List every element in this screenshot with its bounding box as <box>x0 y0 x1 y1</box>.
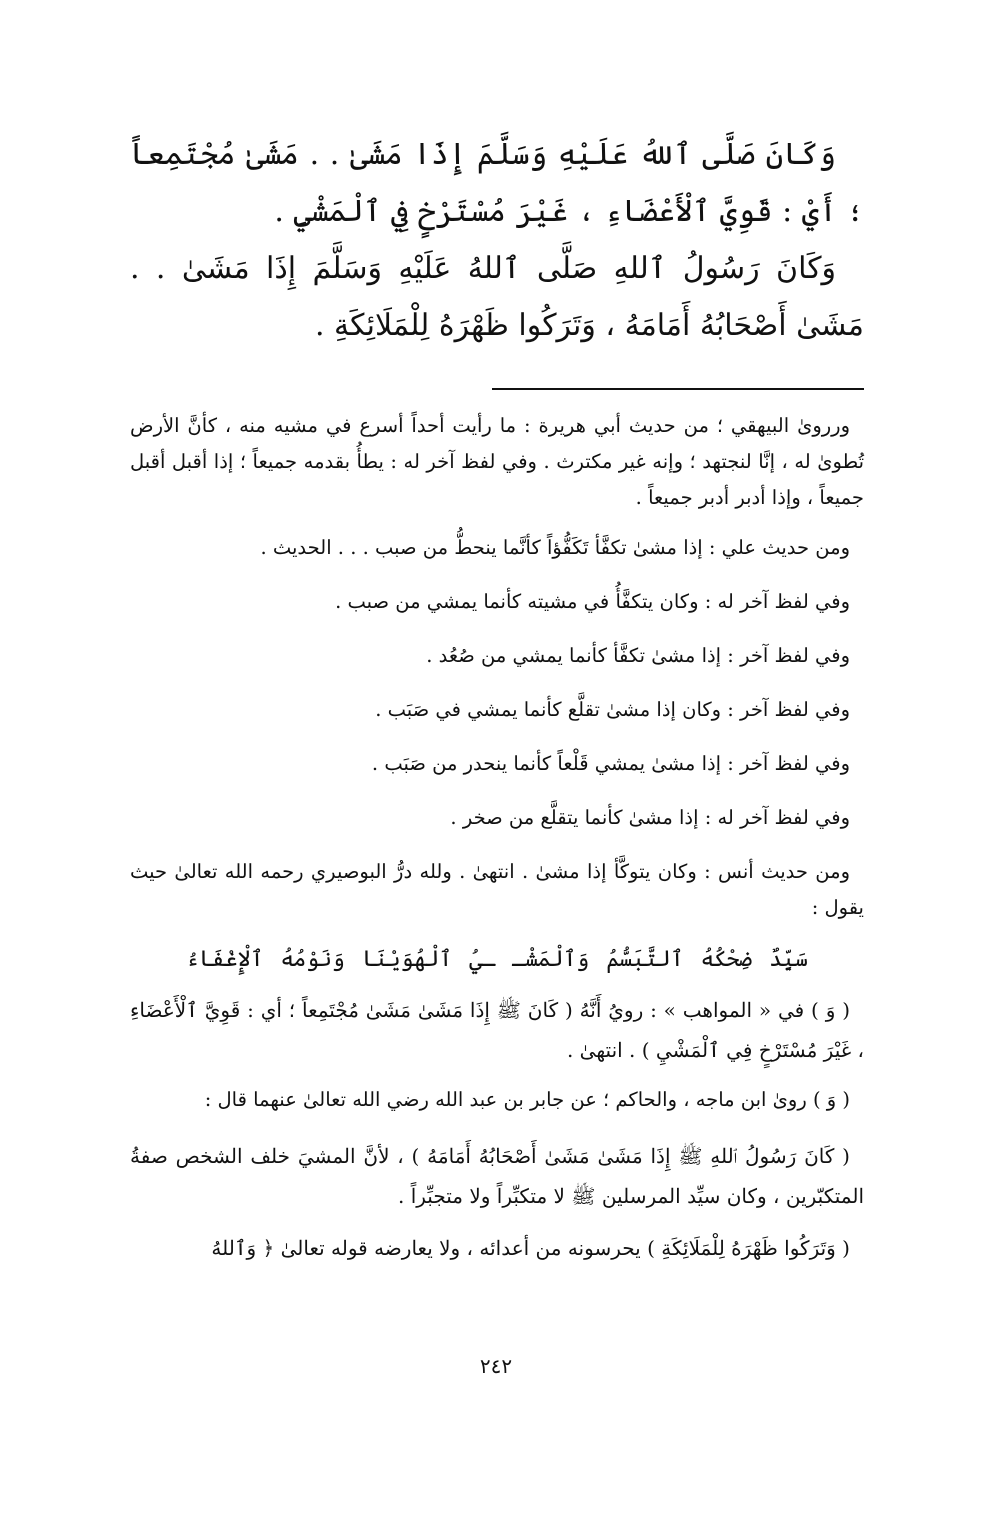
note-mawahib: ( وَ ) في « المواهب » : رويُ أَنَّهُ ( كَانَ ﷺ إِذَا مَشَىٰ مَشَىٰ مُجْتَمِعاً ؛ أي : قَوِيَّ ٱلْأَعْضَاءِ ، غَيْرَ مُسْتَرْخٍ فِي ٱلْمَشْيِ ) . انتهىٰ . <box>130 998 864 1062</box>
footnote-divider <box>492 388 864 390</box>
note-variant-4: وفي لفظ آخر : إذا مشىٰ يمشي قَلْعاً كأنما ينحدر من صَبَب . <box>371 752 850 775</box>
note-ali: ومن حديث علي : إذا مشىٰ تكفَّأ تَكَفُّؤاً كأنَّما ينحطُّ من صبب . . . الحديث . <box>260 536 850 559</box>
note-angels: ( وَتَرَكُوا ظَهْرَهُ لِلْمَلَائِكَةِ ) يحرسونه من أعدائه ، ولا يعارضه قوله تعالىٰ ﴿ وَٱللهُ <box>211 1236 850 1260</box>
note-anas: ومن حديث أنس : وكان يتوكَّأ إذا مشىٰ . انتهىٰ . ولله درُّ البوصيري رحمه الله تعالىٰ حيث يقول : <box>130 860 864 919</box>
note-variant-5: وفي لفظ آخر له : إذا مشىٰ كأنما يتقلَّع من صخر . <box>450 806 850 829</box>
note-bayhaqi: ورروىٰ البيهقي ؛ من حديث أبي هريرة : ما رأيت أحداً أسرع في مشيه منه ، كأنَّ الأرض تُطوىٰ له ، إنَّا لنجتهد ؛ وإنه غير مكترث . وفي لفظ آخر له : يطأُ بقدمه جميعاً ؛ إذا أقبل أقبل جميعاً ، وإذا أدبر أدبر جميعاً . <box>130 414 864 509</box>
note-variant-3: وفي لفظ آخر : وكان إذا مشىٰ تقلَّع كأنما يمشي في صَبَب . <box>375 698 850 721</box>
poem-verse: سَيِّدٌ ضِحْكُهُ ٱلتَّبَسُّمُ وَٱلْمَشْـ ـيُ ٱلْهُوَيْنَا وَنَوْمُهُ ٱلْإِغْفَاءُ <box>186 947 808 972</box>
note-ibn-majah: ( وَ ) روىٰ ابن ماجه ، والحاكم ؛ عن جابر بن عبد الله رضي الله تعالىٰ عنهما قال : <box>204 1088 850 1111</box>
main-paragraph-walking: وَكَانَ صَلَّى ٱللهُ عَلَيْهِ وَسَلَّمَ إِذَا مَشَىٰ . . مَشَىٰ مُجْتَمِعاً ؛ أَيْ : قَوِيَّ ٱلْأَعْضَاءِ ، غَيْرَ مُسْتَرْخٍ فِي ٱلْمَشْيِ . <box>130 137 864 229</box>
main-paragraph-companions: وَكَانَ رَسُولُ ٱللهِ صَلَّى ٱللهُ عَلَيْهِ وَسَلَّمَ إِذَا مَشَىٰ . . مَشَىٰ أَصْحَابُهُ أَمَامَهُ ، وَتَرَكُوا ظَهْرَهُ لِلْمَلَائِكَةِ . <box>130 251 864 343</box>
note-companions: ( كَانَ رَسُولُ ٱللهِ ﷺ إِذَا مَشَىٰ مَشَىٰ أَصْحَابُهُ أَمَامَهُ ) ، لأنَّ المشيَ خلف الشخص صفةُ المتكبّرين ، وكان سيِّد المرسلين ﷺ لا متكبِّراً ولا متجبِّراً . <box>130 1144 864 1208</box>
page-number: ٢٤٢ <box>479 1354 513 1378</box>
commentary-block <box>130 408 864 1280</box>
note-variant-1: وفي لفظ آخر له : وكان يتكفَّأُ في مشيته كأنما يمشي من صبب . <box>335 590 850 613</box>
main-text-block <box>130 126 864 354</box>
note-variant-2: وفي لفظ آخر : إذا مشىٰ تكفَّأ كأنما يمشي من صُعُد . <box>426 644 850 667</box>
